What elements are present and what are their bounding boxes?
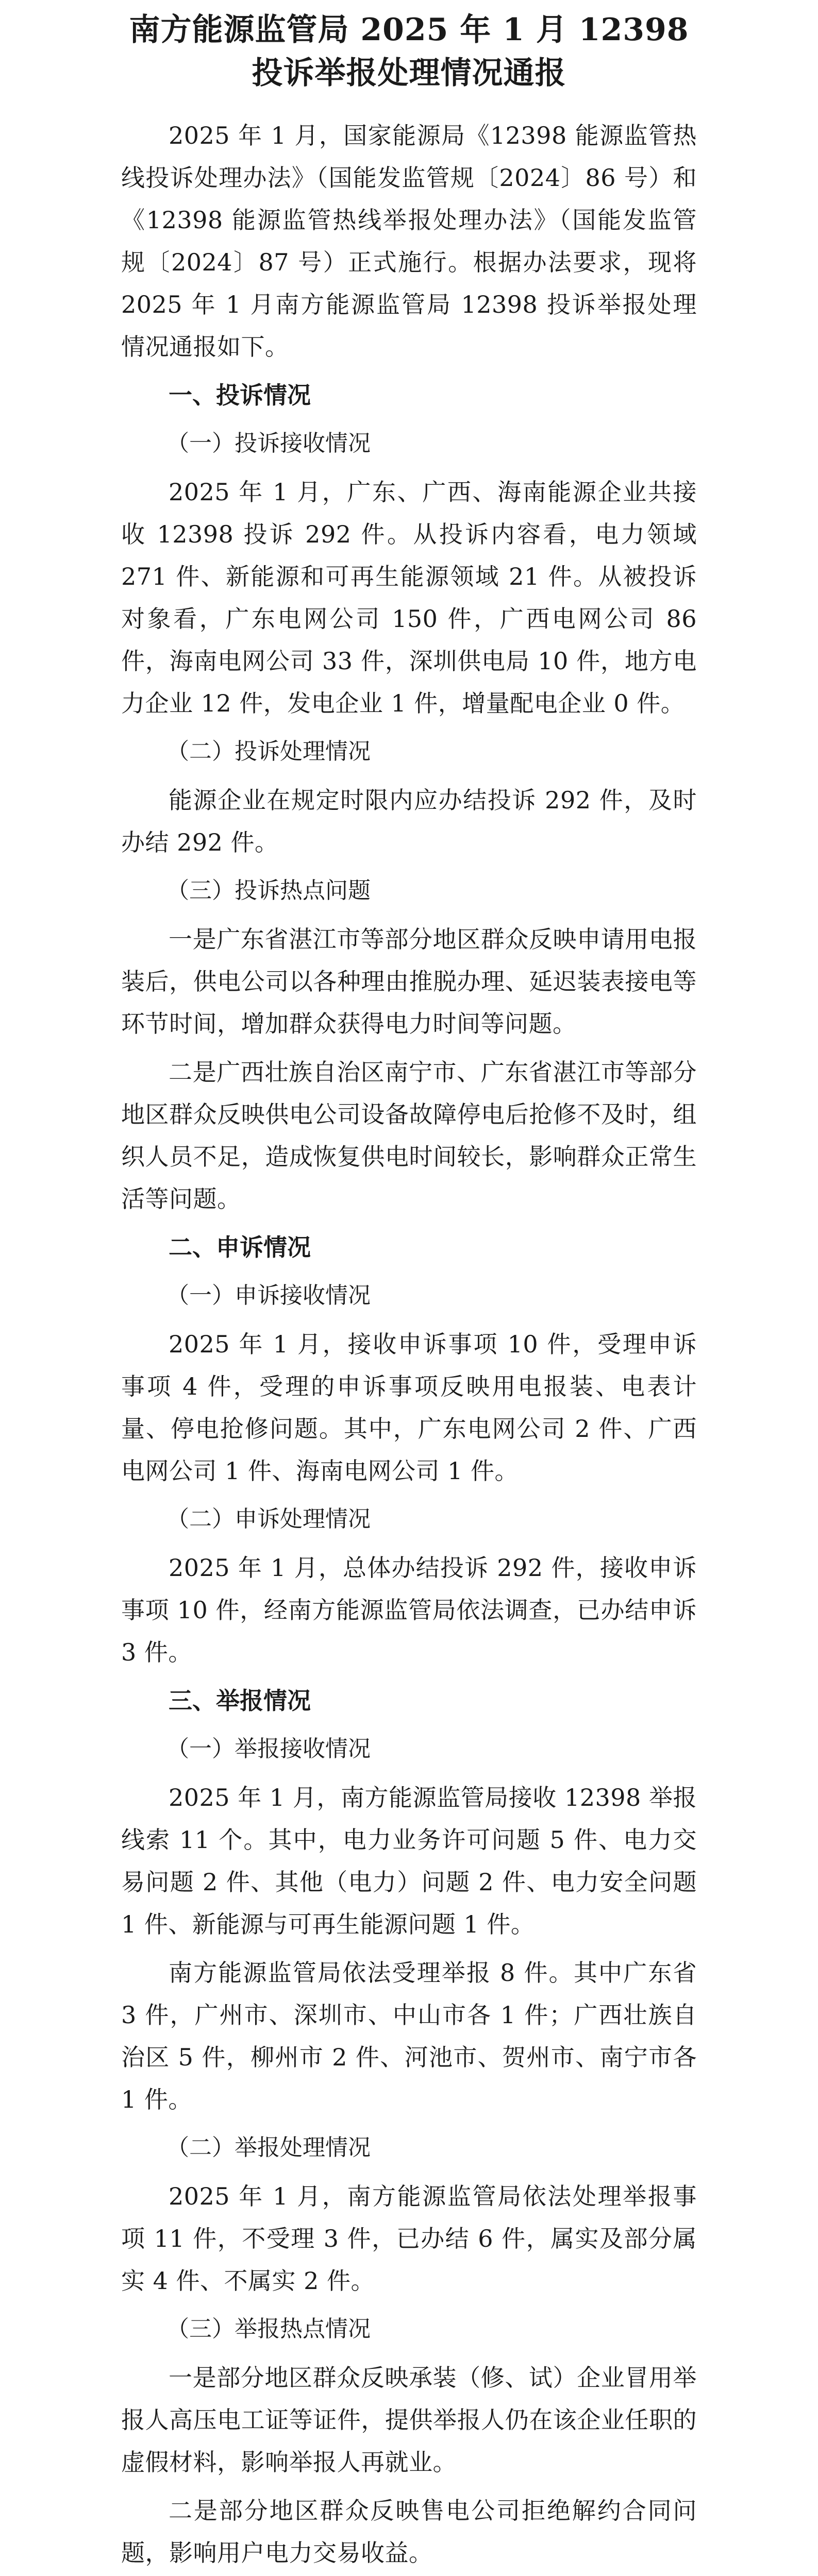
paragraph-complaint-handling: 能源企业在规定时限内应办结投诉 292 件，及时办结 292 件。 bbox=[121, 786, 697, 856]
subsection-heading-appeal-receipt: （一）申诉接收情况 bbox=[166, 1282, 371, 1309]
subsection-heading-report-hotspots: （三）举报热点情况 bbox=[166, 2316, 371, 2342]
section-heading-complaints: 一、投诉情况 bbox=[169, 381, 311, 409]
paragraph-report-acceptance: 南方能源监管局依法受理举报 8 件。其中广东省 3 件，广州市、深圳市、中山市各 1 件；广西壮族自治区 5 件，柳州市 2 件、河池市、贺州市、南宁市各 1 件。 bbox=[121, 1959, 697, 2113]
intro-paragraph: 2025 年 1 月，国家能源局《12398 能源监管热线投诉处理办法》（国能发监管规〔2024〕86 号）和《12398 能源监管热线举报处理办法》（国能发监管规〔2024〕87 号）正式施行。根据办法要求，现将 2025 年 1 月南方能源监管局 12398 投诉举报处理情况通报如下。 bbox=[121, 122, 697, 361]
paragraph-report-hotspot-2: 二是部分地区群众反映售电公司拒绝解约合同问题，影响用户电力交易收益。 bbox=[121, 2497, 697, 2567]
subsection-heading-complaint-receipt: （一）投诉接收情况 bbox=[166, 430, 371, 456]
page-title bbox=[121, 8, 697, 95]
paragraph-report-receipt: 2025 年 1 月，南方能源监管局接收 12398 举报线索 11 个。其中，电力业务许可问题 5 件、电力交易问题 2 件、其他（电力）问题 2 件、电力安全问题 1 件、新能源与可再生能源问题 1 件。 bbox=[121, 1784, 697, 1938]
title-line-2: 投诉举报处理情况通报 bbox=[252, 55, 566, 91]
paragraph-complaint-receipt: 2025 年 1 月，广东、广西、海南能源企业共接收 12398 投诉 292 件。从投诉内容看，电力领域 271 件、新能源和可再生能源领域 21 件。从被投诉对象看，广东电网公司 150 件，广西电网公司 86 件，海南电网公司 33 件，深圳供电局 10 件，地方电力企业 12 件，发电企业 1 件，增量配电企业 0 件。 bbox=[121, 478, 697, 717]
title-line-1: 南方能源监管局 2025 年 1 月 12398 bbox=[129, 12, 689, 48]
section-heading-appeals: 二、申诉情况 bbox=[169, 1233, 311, 1261]
subsection-heading-report-receipt: （一）举报接收情况 bbox=[166, 1736, 371, 1762]
subsection-heading-appeal-handling: （二）申诉处理情况 bbox=[166, 1506, 371, 1532]
subsection-heading-report-handling: （二）举报处理情况 bbox=[166, 2134, 371, 2161]
paragraph-appeal-handling: 2025 年 1 月，总体办结投诉 292 件，接收申诉事项 10 件，经南方能源监管局依法调查，已办结申诉 3 件。 bbox=[121, 1554, 697, 1666]
paragraph-complaint-hotspot-1: 一是广东省湛江市等部分地区群众反映申请用电报装后，供电公司以各种理由推脱办理、延迟装表接电等环节时间，增加群众获得电力时间等问题。 bbox=[121, 925, 697, 1038]
paragraph-appeal-receipt: 2025 年 1 月，接收申诉事项 10 件，受理申诉事项 4 件，受理的申诉事项反映用电报装、电表计量、停电抢修问题。其中，广东电网公司 2 件、广西电网公司 1 件、海南电网公司 1 件。 bbox=[121, 1330, 697, 1485]
paragraph-report-hotspot-1: 一是部分地区群众反映承装（修、试）企业冒用举报人高压电工证等证件，提供举报人仍在该企业任职的虚假材料，影响举报人再就业。 bbox=[121, 2364, 697, 2476]
paragraph-report-handling: 2025 年 1 月，南方能源监管局依法处理举报事项 11 件，不受理 3 件，已办结 6 件，属实及部分属实 4 件、不属实 2 件。 bbox=[121, 2182, 697, 2295]
subsection-heading-complaint-handling: （二）投诉处理情况 bbox=[166, 738, 371, 765]
section-heading-reports: 三、举报情况 bbox=[169, 1687, 311, 1715]
notice-body bbox=[121, 114, 697, 2576]
subsection-heading-complaint-hotspots: （三）投诉热点问题 bbox=[166, 877, 371, 904]
paragraph-complaint-hotspot-2: 二是广西壮族自治区南宁市、广东省湛江市等部分地区群众反映供电公司设备故障停电后抢修不及时，组织人员不足，造成恢复供电时间较长，影响群众正常生活等问题。 bbox=[121, 1058, 697, 1213]
